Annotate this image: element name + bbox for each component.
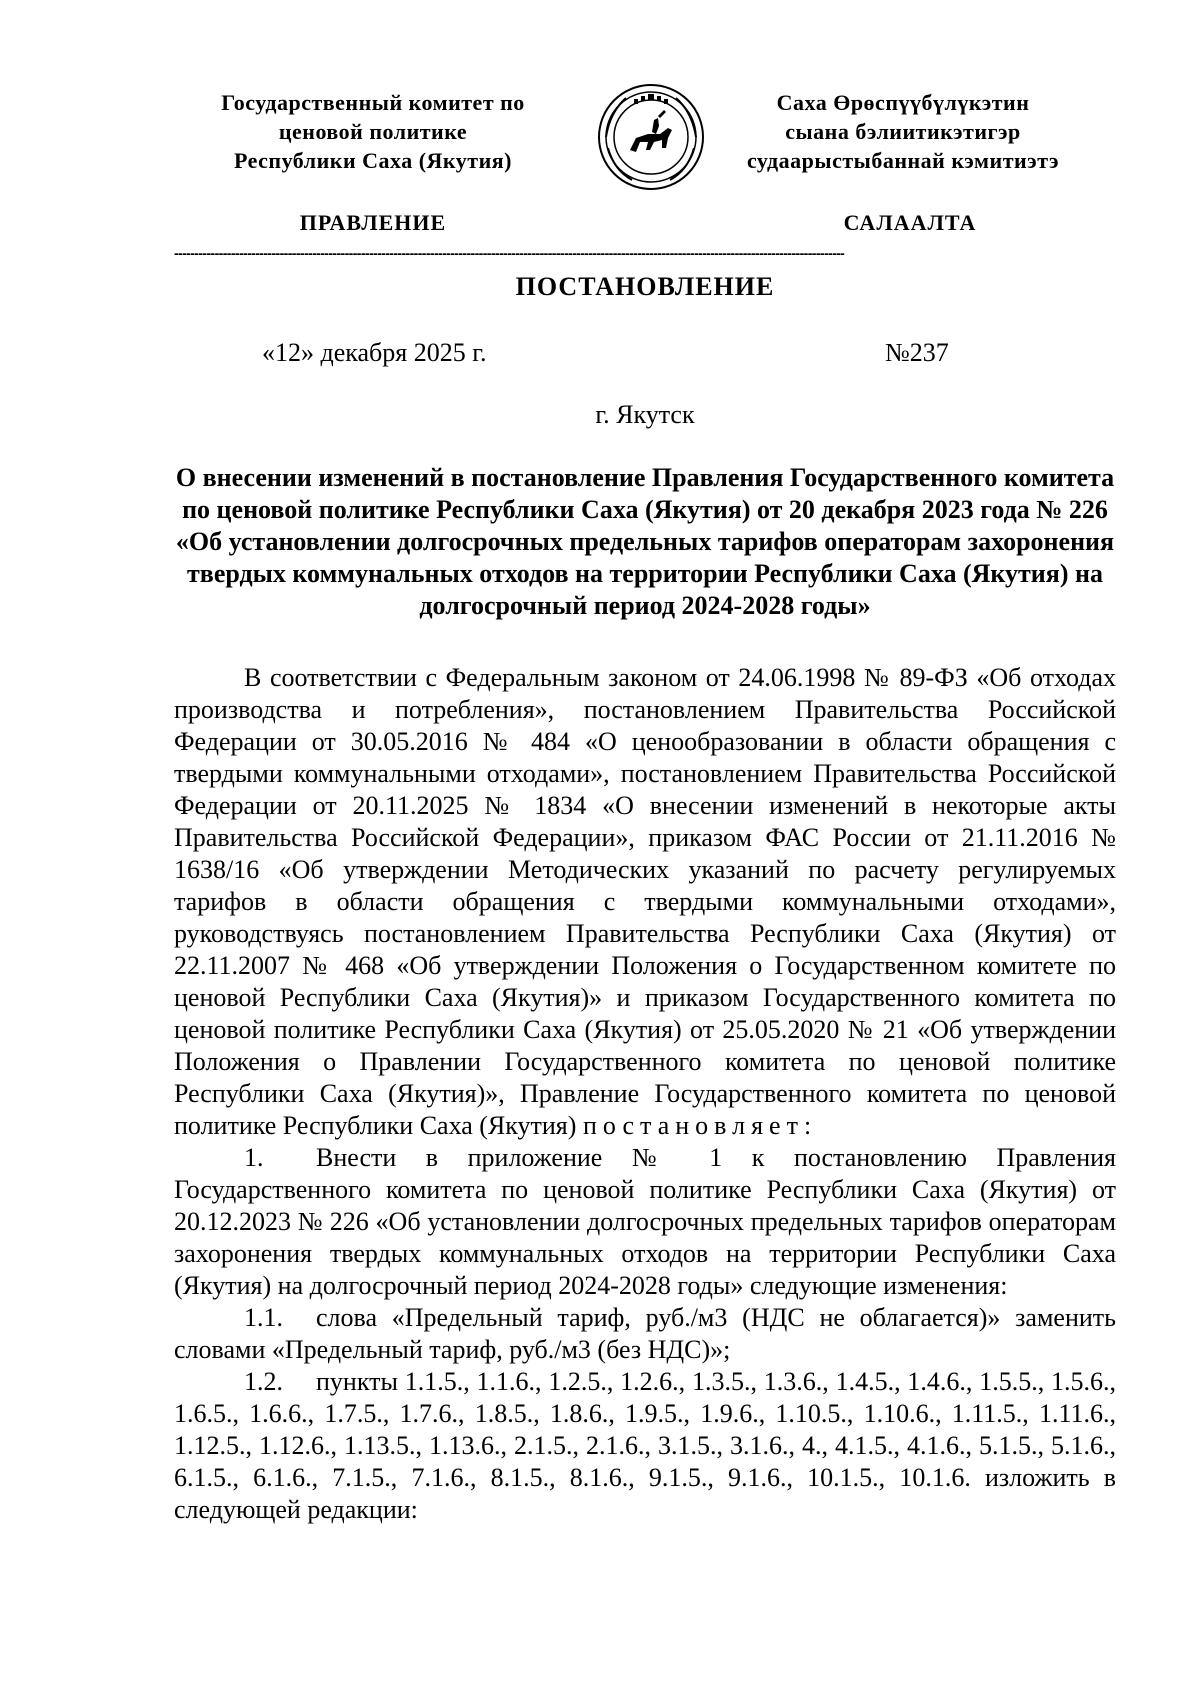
item-number: 1.2. [244, 1367, 283, 1396]
committee-name-line: ценовой политике [278, 119, 468, 144]
list-item [174, 1302, 1116, 1366]
coat-of-arms-emblem-icon [596, 82, 706, 192]
board-label-yakut: САЛААЛТА [843, 210, 977, 235]
item-text: слова «Предельный тариф, руб./м3 (НДС не облагается)» заменить словами «Предельный тариф, руб./м3 (без НДС)»; [174, 1303, 1116, 1364]
list-item [174, 1366, 1116, 1526]
committee-name-line: Саха Өрөспүүбүлүкэтин [776, 90, 1030, 115]
item-text: Внести в приложение № 1 к постановлению Правления Государственного комитета по ценовой политике Республики Саха (Якутия) от 20.12.2023 № 226 «Об установлении долгосрочных предельных тарифов операторам захоронения твердых коммунальных отходов на территории Республики Саха (Якутия) на долгосрочный период 2024-2028 годы» следующие изменения: [174, 1143, 1116, 1300]
document-body [174, 662, 1116, 1526]
committee-name-line: Республики Саха (Якутия) [233, 148, 513, 173]
committee-name-russian [178, 88, 568, 175]
header-separator: --------------------------------------------------------------------------------------------------------------------------------------------------------------------- [174, 246, 845, 260]
document-date: «12» декабря 2025 г. [262, 338, 487, 367]
document-type: ПОСТАНОВЛЕНИЕ [515, 272, 775, 301]
item-number: 1. [244, 1143, 264, 1172]
board-label-russian: ПРАВЛЕНИЕ [299, 210, 447, 235]
resolves-word: постановляет: [582, 1111, 818, 1140]
document-city: г. Якутск [595, 400, 695, 429]
item-text: пункты 1.1.5., 1.1.6., 1.2.5., 1.2.6., 1.3.5., 1.3.6., 1.4.5., 1.4.6., 1.5.5., 1.5.6., 1.6.5., 1.6.6., 1.7.5., 1.7.6., 1.8.5., 1.8.6., 1.9.5., 1.9.6., 1.10.5., 1.10.6., 1.11.5., 1.11.6., 1.12.5., 1.12.6., 1.13.5., 1.13.6., 2.1.5., 2.1.6., 3.1.5., 3.1.6., 4., 4.1.5., 4.1.6., 5.1.5., 5.1.6., 6.1.5., 6.1.6., 7.1.5., 7.1.6., 8.1.5., 8.1.6., 9.1.5., 9.1.6., 10.1.5., 10.1.6. изложить в следующей редакции: [174, 1367, 1116, 1524]
document-title: О внесении изменений в постановление Правления Государственного комитета по ценовой политике Республики Саха (Якутия) от 20 декабря 2023 года № 226 «Об установлении долгосрочных предельных тарифов операторам захоронения твердых коммунальных отходов на территории Республики Саха (Якутия) на долгосрочный период 2024-2028 годы» [175, 463, 1115, 620]
committee-name-yakut [718, 88, 1088, 175]
document-number: №237 [885, 338, 949, 367]
committee-name-line: Государственный комитет по [221, 90, 525, 115]
list-item [174, 1142, 1116, 1302]
committee-name-line: сыана бэлиитикэтигэр [785, 119, 1021, 144]
committee-name-line: судаарыстыбаннай кэмитиэтэ [746, 148, 1060, 173]
preamble-paragraph [174, 662, 1116, 1142]
item-number: 1.1. [244, 1303, 283, 1332]
preamble-text: В соответствии с Федеральным законом от 24.06.1998 № 89-ФЗ «Об отходах производства и потребления», постановлением Правительства Российской Федерации от 30.05.2016 № 484 «О ценообразовании в области обращения с твердыми коммунальными отходами», постановлением Правительства Российской Федерации от 20.11.2025 № 1834 «О внесении изменений в некоторые акты Правительства Российской Федерации», приказом ФАС России от 21.11.2016 № 1638/16 «Об утверждении Методических указаний по расчету регулируемых тарифов в области обращения с твердыми коммунальными отходами», руководствуясь постановлением Правительства Республики Саха (Якутия) от 22.11.2007 № 468 «Об утверждении Положения о Государственном комитете по ценовой Республики Саха (Якутия)» и приказом Государственного комитета по ценовой политике Республики Саха (Якутия) от 25.05.2020 № 21 «Об утверждении Положения о Правлении Государственного комитета по ценовой политике Республики Саха (Якутия)», Правление Государственного комитета по ценовой политике Республики Саха (Якутия) [174, 663, 1116, 1140]
